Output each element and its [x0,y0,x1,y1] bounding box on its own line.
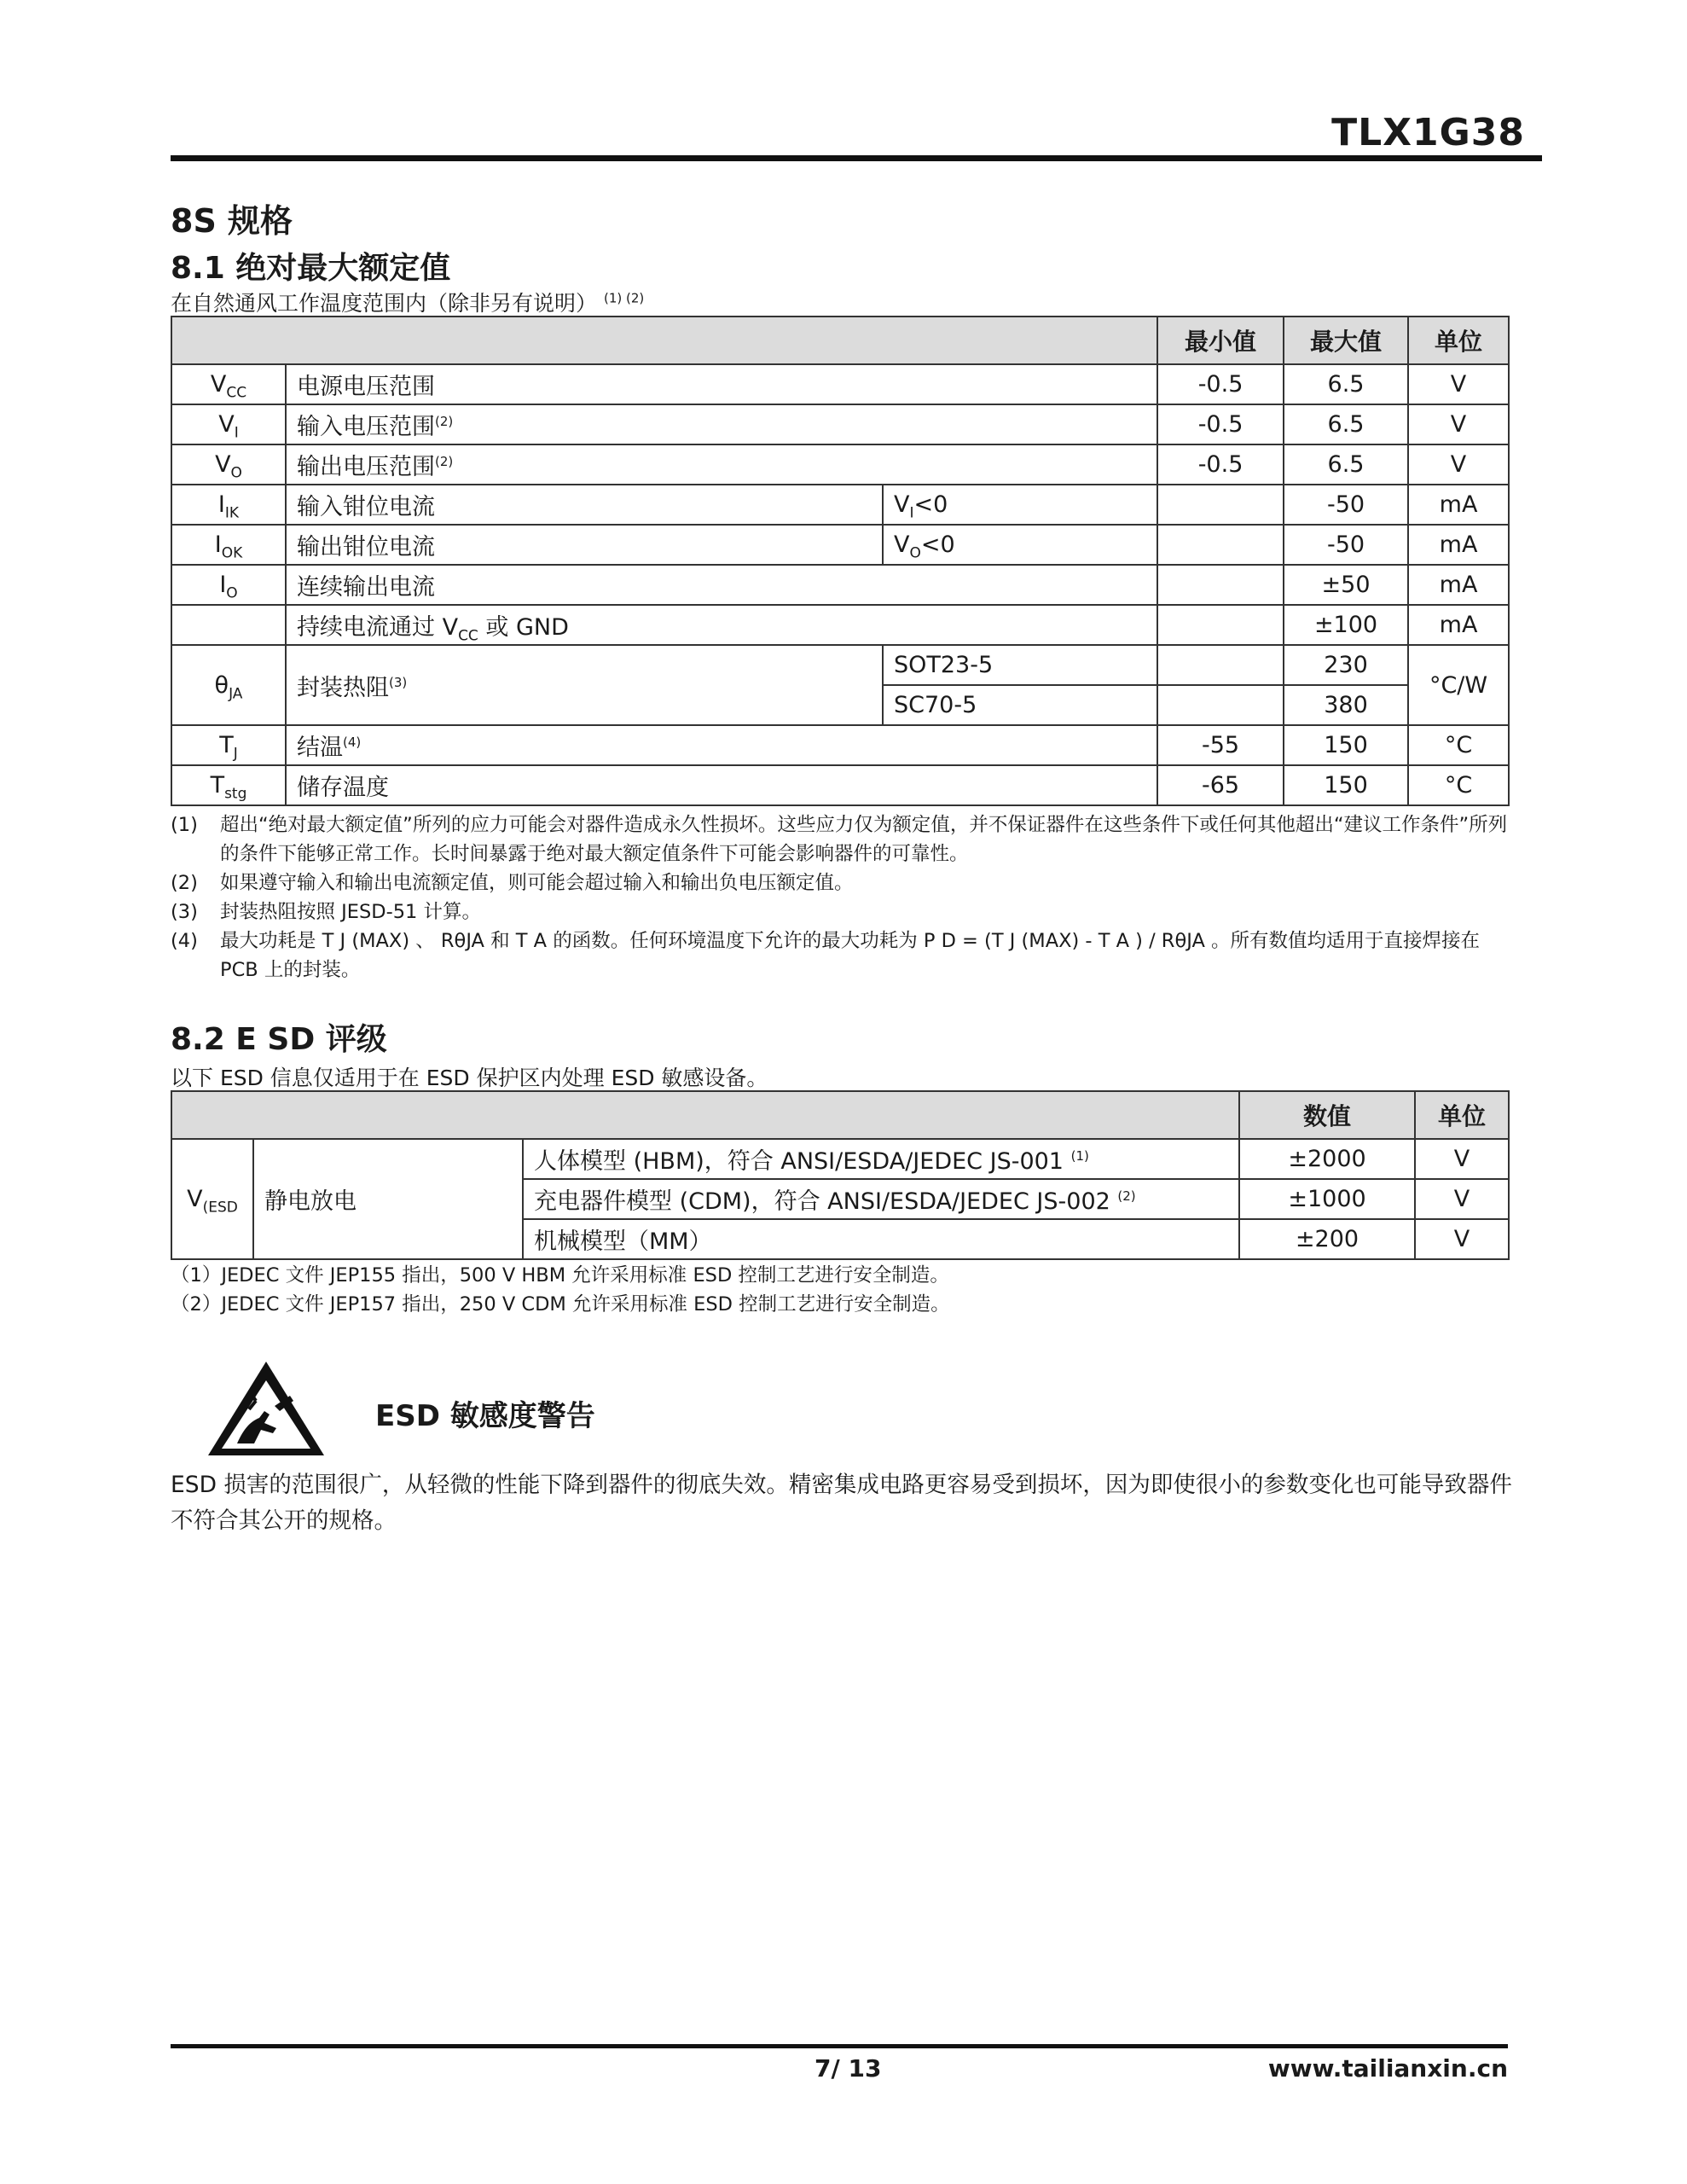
unit: mA [1408,525,1509,565]
max-value: 150 [1284,765,1408,805]
unit: mA [1408,485,1509,525]
esd-intro: 以下 ESD 信息仅适用于在 ESD 保护区内处理 ESD 敏感设备。 [171,1066,768,1090]
symbol: $\theta_{JA}$ [171,645,286,725]
max-value: 6.5 [1284,364,1408,404]
symbol: $V_{CC}$ [171,364,286,404]
footnote: （1）JEDEC 文件 JEP155 指出，500 V HBM 允许采用标准 ESD 控制工艺进行安全制造。 [171,1264,949,1287]
parameter: 静电放电 [253,1139,523,1259]
min-value [1157,605,1284,645]
min-value [1157,685,1284,725]
section-title: 8S 规格 [171,202,293,240]
parameter: 输出电压范围$^{(2)}$ [286,444,1157,485]
symbol: $I_O$ [171,565,286,605]
max-value: 150 [1284,725,1408,765]
parameter: 电源电压范围 [286,364,1157,404]
min-value [1157,525,1284,565]
col-value: 数值 [1239,1091,1415,1139]
model: 充电器件模型 (CDM)，符合 ANSI/ESDA/JEDEC JS-002 $^{(2)}$ [523,1179,1239,1219]
max-value: 380 [1284,685,1408,725]
esd-notes [171,1261,950,1319]
min-value: -0.5 [1157,404,1284,444]
symbol: $V_I$ [171,404,286,444]
table-row [171,404,1509,444]
max-value: 230 [1284,645,1408,685]
unit: °C [1408,725,1509,765]
unit: mA [1408,605,1509,645]
value: ±1000 [1239,1179,1415,1219]
model: 机械模型（MM） [523,1219,1239,1259]
min-value: -0.5 [1157,444,1284,485]
part-number: TLX1G38 [1331,111,1525,154]
website-link[interactable]: www.tailianxin.cn [1267,2054,1508,2082]
esd-warning-text: ESD 损害的范围很广，从轻微的性能下降到器件的彻底失效。精密集成电路更容易受到损坏，因为即使很小的参数变化也可能导致器件不符合其公开的规格。 [171,1472,1512,1534]
max-value: 6.5 [1284,404,1408,444]
table-row [171,525,1509,565]
parameter: 输入电压范围$^{(2)}$ [286,404,1157,444]
header-rule [171,155,1542,161]
esd-warning-title: ESD 敏感度警告 [375,1399,595,1433]
package: SOT23-5 [883,645,1157,685]
value: ±2000 [1239,1139,1415,1179]
esd-table [171,1090,1510,1260]
header-blank [171,317,1157,364]
min-value [1157,645,1284,685]
min-value: -65 [1157,765,1284,805]
min-value [1157,565,1284,605]
symbol: $V_{(ESD}$ [171,1139,253,1259]
unit: V [1408,404,1509,444]
symbol: $I_{OK}$ [171,525,286,565]
parameter: 封装热阻$^{(3)}$ [286,645,883,725]
footnote: (2) 如果遵守输入和输出电流额定值，则可能会超过输入和输出负电压额定值。 [171,872,854,894]
table-row [171,765,1509,805]
parameter: 连续输出电流 [286,565,1157,605]
esd-title: 8.2 E SD 评级 [171,1022,387,1057]
parameter: 储存温度 [286,765,1157,805]
condition: $V_I<0$ [883,485,1157,525]
symbol [171,605,286,645]
footnote: (3) 封装热阻按照 JESD-51 计算。 [171,901,482,923]
unit: V [1415,1179,1509,1219]
min-value: -0.5 [1157,364,1284,404]
unit: mA [1408,565,1509,605]
esd-warning-icon [205,1358,328,1461]
table-row [171,364,1509,404]
abs-max-title: 8.1 绝对最大额定值 [171,251,451,286]
table-row-theta [171,645,1509,685]
max-value: ±100 [1284,605,1408,645]
table-row [171,444,1509,485]
footnote: （2）JEDEC 文件 JEP157 指出，250 V CDM 允许采用标准 ESD 控制工艺进行安全制造。 [171,1293,950,1316]
col-min: 最小值 [1157,317,1284,364]
parameter: 结温$^{(4)}$ [286,725,1157,765]
footnote: (4) 最大功耗是 T J (MAX) 、 RθJA 和 T A 的函数。任何环境温度下允许的最大功耗为 P D = (T J (MAX) - T A ) / RθJA 。所有数值均适用于直接焊接在 PCB 上的封装。 [171,930,1480,981]
max-value: -50 [1284,485,1408,525]
page-number: 7/ 13 [815,2054,882,2082]
value: ±200 [1239,1219,1415,1259]
abs-max-notes [171,810,1518,985]
parameter: 输出钳位电流 [286,525,883,565]
symbol: $I_{IK}$ [171,485,286,525]
table-row [171,725,1509,765]
table-row [171,605,1509,645]
min-value: -55 [1157,725,1284,765]
unit: V [1415,1219,1509,1259]
abs-max-intro: 在自然通风工作温度范围内（除非另有说明） $^{(1) (2)}$ [171,290,645,316]
symbol: $T_{stg}$ [171,765,286,805]
table-row [171,565,1509,605]
condition: $V_O<0$ [883,525,1157,565]
unit: V [1408,364,1509,404]
table-header-row [171,317,1509,364]
unit: °C [1408,765,1509,805]
unit: V [1408,444,1509,485]
unit: V [1415,1139,1509,1179]
col-max: 最大值 [1284,317,1408,364]
package: SC70-5 [883,685,1157,725]
table-row [171,1139,1509,1179]
unit: °C/W [1408,645,1509,725]
parameter: 输入钳位电流 [286,485,883,525]
header-blank [171,1091,1239,1139]
max-value: ±50 [1284,565,1408,605]
model: 人体模型 (HBM)，符合 ANSI/ESDA/JEDEC JS-001 $^{(1)}$ [523,1139,1239,1179]
footer-rule [171,2044,1508,2048]
max-value: 6.5 [1284,444,1408,485]
table-header-row [171,1091,1509,1139]
max-value: -50 [1284,525,1408,565]
parameter: 持续电流通过 $V_{CC}$ 或 GND [286,605,1157,645]
min-value [1157,485,1284,525]
footnote: (1) 超出“绝对最大额定值”所列的应力可能会对器件造成永久性损坏。这些应力仅为额定值，并不保证器件在这些条件下或任何其他超出“建议工作条件”所列的条件下能够正常工作。长时间暴露于绝对最大额定值条件下可能会影响器件的可靠性。 [171,814,1508,865]
col-unit: 单位 [1415,1091,1509,1139]
table-row [171,485,1509,525]
abs-max-table [171,316,1510,806]
col-unit: 单位 [1408,317,1509,364]
symbol: $T_J$ [171,725,286,765]
symbol: $V_O$ [171,444,286,485]
